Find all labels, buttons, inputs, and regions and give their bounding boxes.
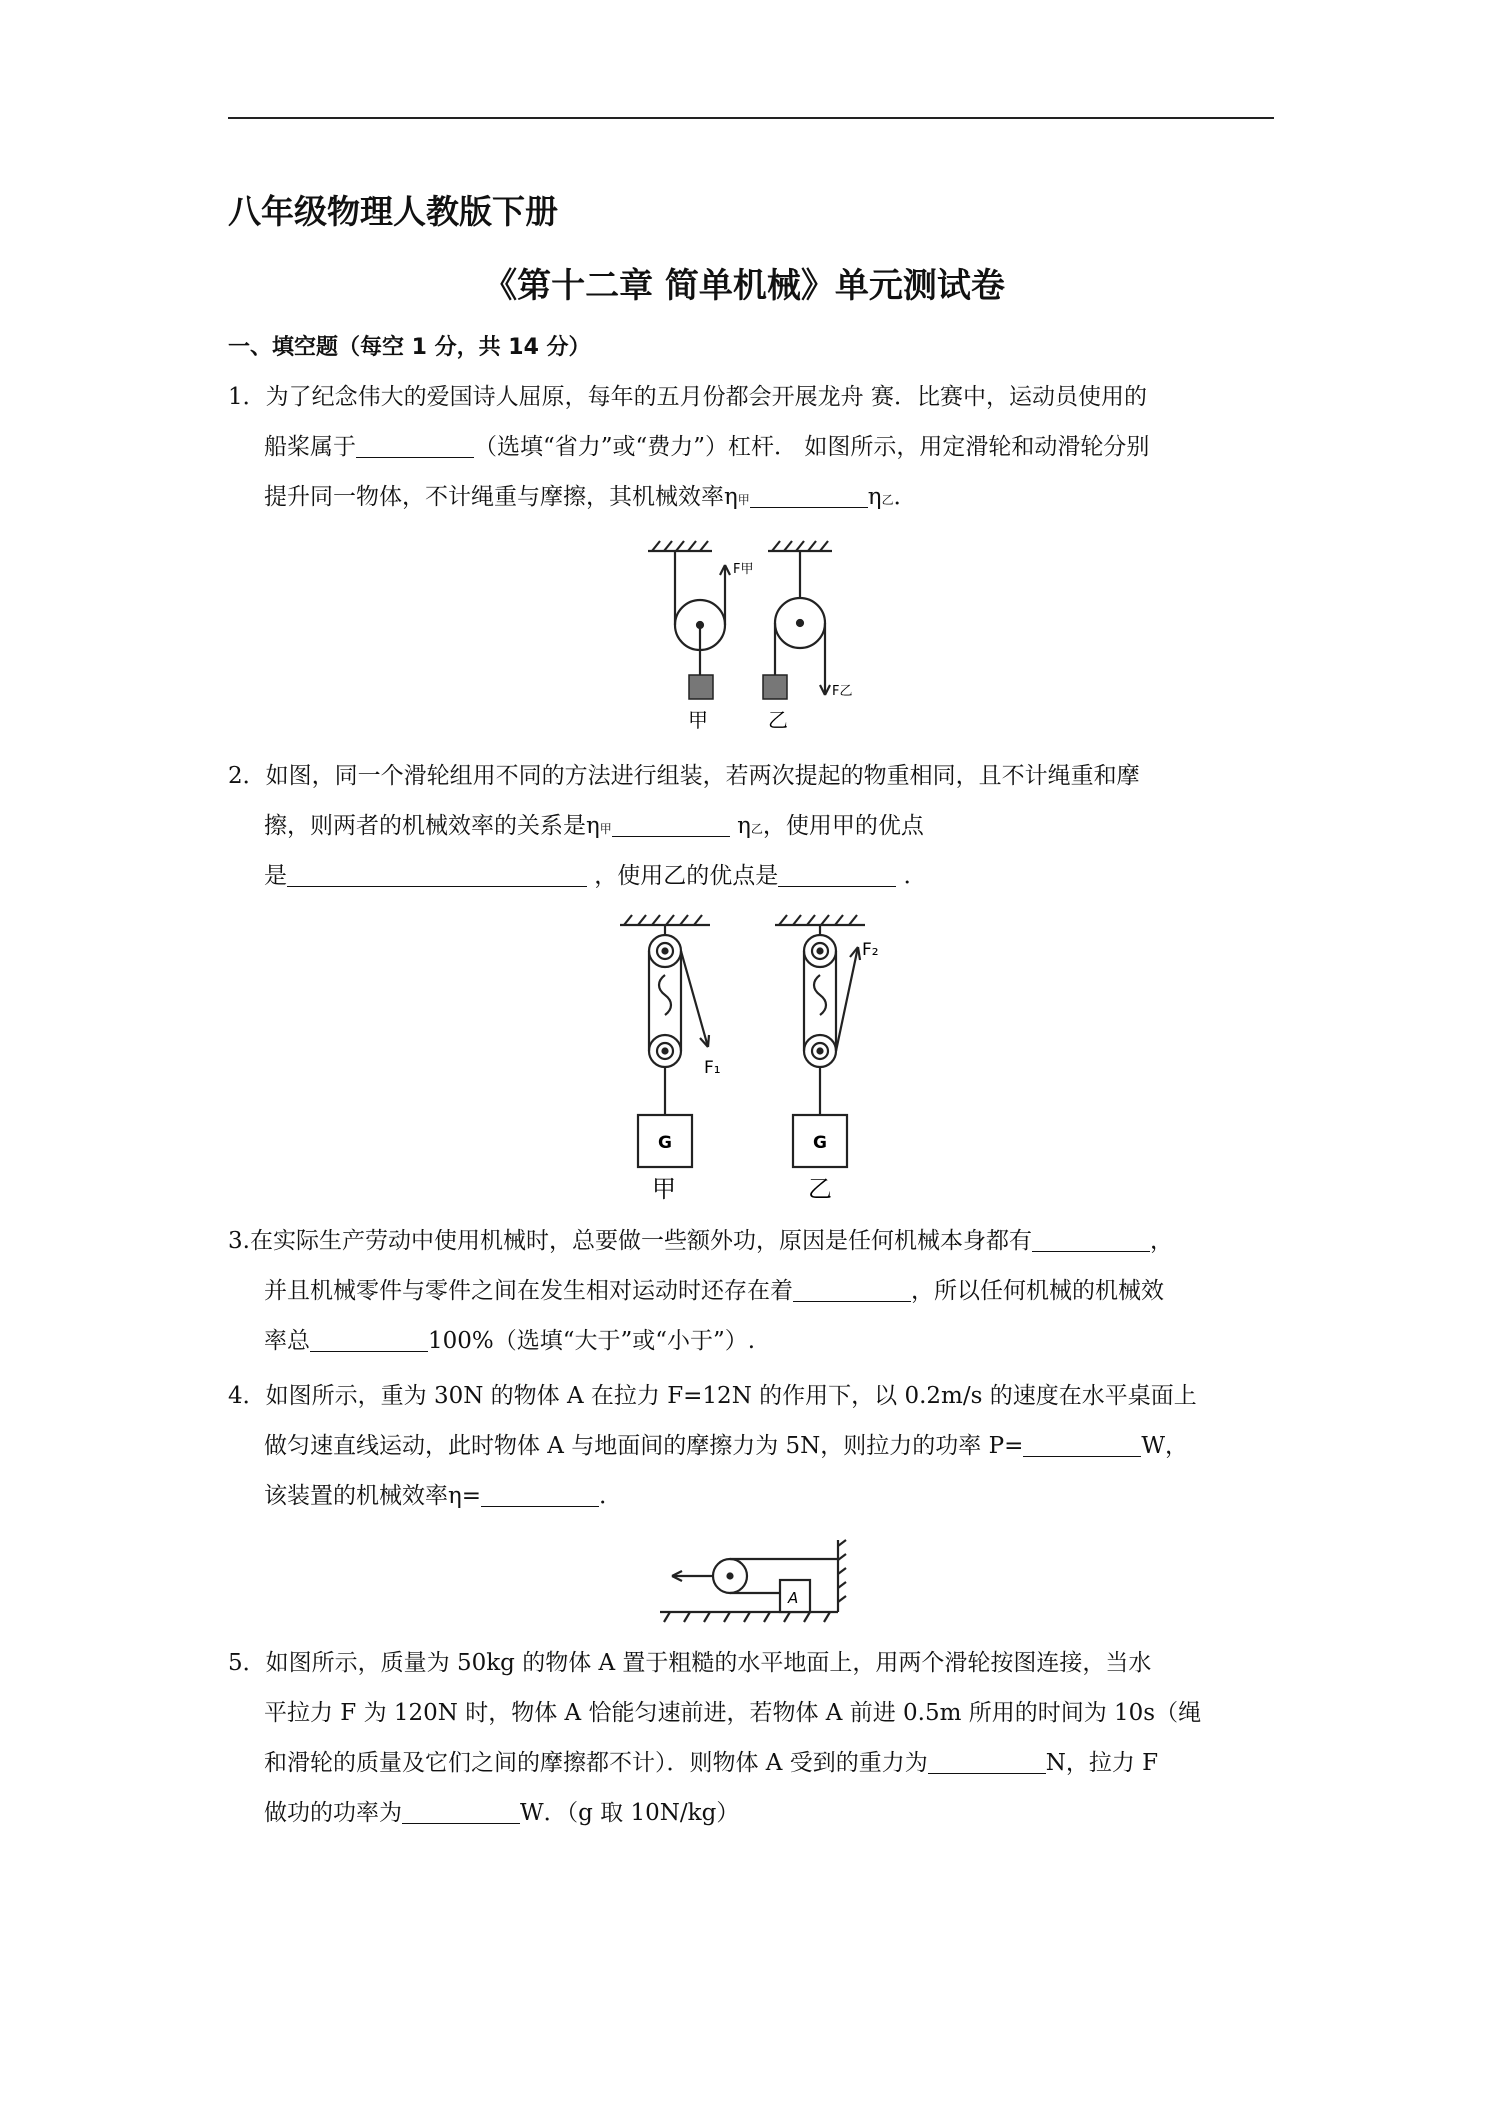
answer-blank[interactable] xyxy=(402,1797,520,1824)
answer-blank[interactable] xyxy=(793,1275,911,1302)
question-2: 2．如图，同一个滑轮组用不同的方法进行组装，若两次提起的物重相同，且不计绳重和摩 擦，则两者的机械效率的关系是η甲 η乙，使用甲的优点 是 ，使用乙的优点是 ． xyxy=(228,763,1140,889)
exam-title: 《第十二章 简单机械》单元测试卷 xyxy=(483,266,1005,306)
weight-label: G xyxy=(813,1133,827,1153)
question-number: 4． xyxy=(228,1383,266,1409)
answer-blank[interactable] xyxy=(356,431,474,458)
figure-label-jia: 甲 xyxy=(652,1175,676,1203)
pulley-figure-1 xyxy=(640,535,880,735)
answer-blank[interactable] xyxy=(1032,1225,1150,1252)
question-1: 1．为了纪念伟大的爱国诗人屈原，每年的五月份都会开展龙舟 赛．比赛中，运动员使用的 船桨属于 （选填“省力”或“费力”）杠杆． 如图所示，用定滑轮和动滑轮分别 提升同一物体，不计绳重与摩擦，其机械效率η甲 η乙． xyxy=(228,384,1150,510)
figure-label-jia: 甲 xyxy=(688,708,708,732)
answer-blank[interactable] xyxy=(310,1325,428,1352)
question-number: 5． xyxy=(228,1650,266,1676)
question-5: 5．如图所示，质量为 50kg 的物体 A 置于粗糙的水平地面上，用两个滑轮按图连接，当水 平拉力 F 为 120N 时，物体 A 恰能匀速前进，若物体 A 前进 0.5m 所用的时间为 10s（绳 和滑轮的质量及它们之间的摩擦都不计）．则物体 A 受到的重力为 N，拉力 F 做功的功率为 W．（g 取 10N/kg） xyxy=(228,1650,1202,1826)
grade-title: 八年级物理人教版下册 xyxy=(228,192,558,231)
question-3: 3.在实际生产劳动中使用机械时，总要做一些额外功，原因是任何机械本身都有 ， 并且机械零件与零件之间在发生相对运动时还存在着 ，所以任何机械的机械效 率总 100%（选填“大于”或“小于”）. xyxy=(228,1216,1274,1366)
force-label: F₂ xyxy=(862,940,879,960)
answer-blank[interactable] xyxy=(1023,1430,1141,1457)
weight-label: G xyxy=(658,1133,672,1153)
force-label: F₁ xyxy=(704,1058,721,1078)
answer-blank[interactable] xyxy=(750,481,868,508)
answer-blank[interactable] xyxy=(287,860,587,887)
question-number: 2． xyxy=(228,763,266,789)
force-label: F甲 xyxy=(733,562,754,577)
pulley-figure-2 xyxy=(612,905,902,1205)
figure-label-yi: 乙 xyxy=(768,708,788,732)
header-rule xyxy=(228,117,1274,119)
answer-blank[interactable] xyxy=(612,810,730,837)
answer-blank[interactable] xyxy=(481,1480,599,1507)
question-number: 3. xyxy=(228,1228,250,1254)
section-fill-blank-title: 一、填空题（每空 1 分，共 14 分） xyxy=(228,335,591,360)
force-label: F乙 xyxy=(832,684,853,699)
pulley-figure-4 xyxy=(650,1532,850,1627)
answer-blank[interactable] xyxy=(778,860,896,887)
question-4: 4．如图所示，重为 30N 的物体 A 在拉力 F=12N 的作用下，以 0.2m/s 的速度在水平桌面上 做匀速直线运动，此时物体 A 与地面间的摩擦力为 5N，则拉力的功率 P= W， 该装置的机械效率η= ． xyxy=(228,1383,1197,1509)
question-number: 1． xyxy=(228,384,266,410)
figure-label-yi: 乙 xyxy=(808,1175,832,1203)
answer-blank[interactable] xyxy=(928,1747,1046,1774)
block-label: A xyxy=(788,1589,799,1607)
